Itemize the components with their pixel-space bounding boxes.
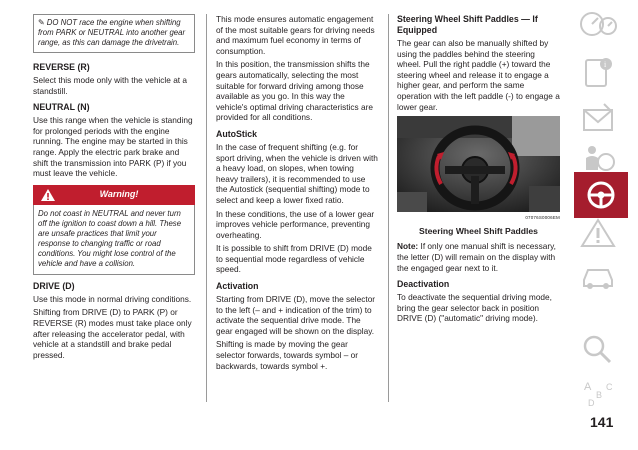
- column-divider: [388, 14, 389, 402]
- column-left: [33, 14, 195, 363]
- drive-heading: DRIVE (D): [33, 280, 75, 291]
- emergency-warning-icon[interactable]: [576, 214, 622, 260]
- svg-text:D: D: [588, 398, 595, 408]
- mode-paragraph-2: In this position, the transmission shifts the gears automatically, selecting the most suitable for forward driving among those available as you go. In this way the vehicle's optimal driving characteristics are provided for all conditions.: [216, 59, 373, 123]
- activation-paragraph-2: Shifting is made by moving the gear selector forwards, towards symbol – or backwards, towards symbol +.: [216, 339, 359, 371]
- svg-text:C: C: [606, 382, 613, 392]
- image-caption: Steering Wheel Shift Paddles: [419, 225, 538, 236]
- reverse-heading: REVERSE (R): [33, 62, 90, 72]
- note-bulb-icon: ✎: [38, 18, 45, 27]
- column-right: [397, 14, 560, 327]
- svg-text:i: i: [604, 60, 607, 69]
- service-car-icon[interactable]: [576, 256, 622, 302]
- autostick-paragraph-3: It is possible to shift from DRIVE (D) mode to sequential mode regardless of vehicle speed.: [216, 243, 372, 275]
- mail-icon[interactable]: [576, 98, 622, 144]
- svg-text:A: A: [584, 381, 592, 393]
- drive-text-1: Use this mode in normal driving conditions.: [33, 293, 192, 304]
- activation-paragraph-1: Starting from DRIVE (D), move the selector to the left (– and + indication of the trim) to activate the sequential drive mode. The gear engaged will be shown on the display.: [216, 294, 376, 336]
- paddles-text: The gear can also be manually shifted by using the paddles behind the steering wheel. Pull the right paddle (+) toward the steering wheel and release it to engage a higher gear, and perform the same operation with the left paddle (-) to engage a lower gear.: [397, 38, 560, 112]
- warning-body: Do not coast in NEUTRAL and never turn off the ignition to coast down a hill. These are unsafe practices that limit your response to changing traffic or road conditions. You might lose control of the vehicle and have a collision.: [33, 205, 195, 275]
- paddles-heading: Steering Wheel Shift Paddles — If Equipped: [397, 14, 538, 35]
- reverse-text: Select this mode only with the vehicle at a standstill.: [33, 75, 188, 96]
- search-icon[interactable]: [576, 330, 622, 376]
- dashboard-icon[interactable]: [576, 6, 622, 52]
- drive-text-2: Shifting from DRIVE (D) to PARK (P) or REVERSE (R) modes must take place only after releasing the accelerator pedal, with vehicle at a standstill and brake pedal pressed.: [33, 307, 192, 360]
- warning-header: [33, 185, 195, 205]
- mode-paragraph-1: This mode ensures automatic engagement of the most suitable gears for driving needs and maximum fuel economy in terms of consumption.: [216, 14, 375, 56]
- steering-wheel-photo: [397, 116, 560, 212]
- index-abc-icon[interactable]: [576, 372, 622, 418]
- autostick-paragraph-2: In these conditions, the use of a lower gear improves vehicle performance, preventing overheating.: [216, 208, 375, 240]
- autostick-paragraph-1: In the case of frequent shifting (e.g. for sport driving, when the vehicle is driven with a heavy load, on slopes, when towing heavy trailers), it is recommended to use the Autostick (sequential shifting) mode to select and keep a lower fixed ratio.: [216, 141, 378, 205]
- chapter-sidebar: [576, 0, 638, 450]
- starting-driving-icon[interactable]: [574, 172, 628, 218]
- image-code: 07076S0006EM: [525, 215, 560, 221]
- note-text: DO NOT race the engine when shifting from PARK or NEUTRAL into another gear range, as this can damage the drivetrain.: [38, 18, 186, 47]
- note-paragraph: [397, 241, 560, 273]
- svg-text:B: B: [596, 390, 603, 400]
- note-text: If only one manual shift is necessary, the letter (D) will remain on the display with the engaged gear next to it.: [397, 241, 556, 273]
- note-label: Note:: [397, 241, 419, 252]
- activation-heading: Activation: [216, 281, 259, 292]
- warning-title: Warning!: [99, 189, 139, 200]
- column-divider: [206, 14, 207, 402]
- page-number: 141: [590, 414, 614, 430]
- autostick-heading: AutoStick: [216, 128, 258, 139]
- warning-triangle-icon: [33, 185, 63, 205]
- neutral-heading: NEUTRAL (N): [33, 102, 90, 113]
- deactivation-heading: Deactivation: [397, 279, 450, 290]
- column-middle: [216, 14, 378, 374]
- deactivation-text: To deactivate the sequential driving mode, bring the gear selector back in position DRIVE (D) ("automatic" driving mode).: [397, 292, 552, 324]
- note-box: [33, 14, 195, 53]
- info-book-icon[interactable]: [576, 52, 622, 98]
- neutral-text: Use this range when the vehicle is standing for prolonged periods with the engine running. The engine may be started in this range. Apply the electric park brake and shift the transmission into PARK (P) if you must leave the vehicle.: [33, 115, 193, 179]
